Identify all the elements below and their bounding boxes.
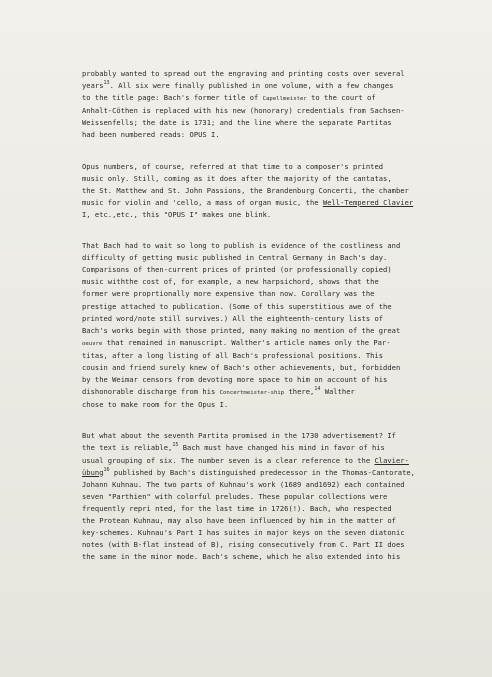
text-line — [82, 240, 442, 252]
text-line — [82, 325, 442, 337]
text-segment: printed word/note still survives.) All the eighteenth-century lists of — [82, 313, 384, 323]
text-segment: the St. Matthew and St. John Passions, the Brandenburg Concerti, the chamber — [82, 185, 409, 195]
text-line — [82, 479, 442, 491]
text-segment: the same in the minor mode. Bach's scheme, which he also extended into his — [82, 552, 401, 562]
text-segment: difficulty of getting music published in Central Germany in Bach's day. — [82, 253, 388, 263]
text-line — [82, 209, 442, 221]
footnote-marker: 14 — [314, 386, 321, 393]
text-line — [82, 442, 442, 454]
text-line — [82, 386, 442, 399]
document-body — [82, 68, 442, 582]
text-segment: music withthe cost of, for example, a new harpsichord, shows that the — [82, 277, 379, 287]
text-line — [82, 337, 442, 350]
text-line — [82, 467, 442, 479]
text-line — [82, 374, 442, 386]
text-line — [82, 68, 442, 80]
text-line — [82, 455, 442, 467]
text-segment: Comparisons of then-current prices of printed (or professionally copied) — [82, 265, 392, 275]
text-segment: titas, after a long listing of all Bach's professional positions. This — [82, 350, 384, 360]
text-line — [82, 105, 442, 117]
text-line — [82, 252, 442, 264]
text-segment: by the Weimar censors from devoting more space to him on account of his — [82, 375, 388, 385]
text-line — [82, 173, 442, 185]
text-line — [82, 276, 442, 288]
footnote-marker: 13 — [103, 80, 110, 87]
text-line — [82, 527, 442, 539]
text-segment: But what about the seventh Partita promised in the 1730 advertisement? If — [82, 431, 396, 441]
text-segment: probably wanted to spread out the engraving and printing costs over several — [82, 69, 405, 78]
text-segment: to the court of — [306, 93, 376, 103]
text-segment: . All six were finally published in one volume, with a few changes — [109, 81, 394, 91]
text-segment: dishonorable discharge from his — [82, 387, 220, 397]
text-segment: Concertmeister-ship — [219, 390, 285, 397]
text-line — [82, 117, 442, 129]
text-line — [82, 197, 442, 209]
text-segment: key-schemes. Kuhnau's Part I has suites in major keys on the seven diatonic — [82, 528, 405, 538]
text-line — [82, 399, 442, 411]
text-segment: cousin and friend surely knew of Bach's other achievements, but, forbidden — [82, 362, 401, 372]
paragraph — [82, 161, 442, 221]
text-line — [82, 491, 442, 503]
text-segment: former were proprtionally more expensive than now. Corollary was the — [82, 289, 375, 299]
footnote-marker: 15 — [172, 442, 179, 449]
footnote-marker: 16 — [103, 466, 110, 473]
text-segment: prestige attached to publication. (Some of this superstitious awe of the — [82, 301, 392, 311]
text-segment: Walther — [320, 387, 355, 397]
text-line — [82, 129, 442, 141]
underlined-title: übung — [82, 467, 104, 477]
text-segment: Johann Kuhnau. The two parts of Kuhnau's work (1689 and1692) each contained — [82, 479, 405, 489]
text-segment: usual grouping of six. The number seven is a clear reference to the — [82, 455, 375, 465]
paragraph — [82, 240, 442, 411]
text-line — [82, 185, 442, 197]
text-segment: I, etc.,etc., this "OPUS I" makes one blink. — [82, 209, 272, 219]
text-line — [82, 161, 442, 173]
text-segment: notes (with B-flat instead of B), rising consecutively from C. Part II does — [82, 540, 405, 550]
text-segment: frequently repri nted, for the last time in 1726(!). Bach, who respected — [82, 503, 392, 513]
text-line — [82, 80, 442, 92]
text-segment: Bach must have changed his mind in favor of his — [178, 443, 385, 453]
text-line — [82, 430, 442, 442]
text-segment: published by Bach's distinguished predecessor in the Thomas-Cantorate, — [109, 467, 415, 477]
text-segment: had been numbered reads: OPUS I. — [82, 130, 220, 140]
text-segment: the text is reliable, — [82, 443, 173, 453]
text-segment: chose to make room for the Opus I. — [82, 400, 229, 410]
text-line — [82, 264, 442, 276]
text-segment: years — [82, 81, 104, 91]
text-line — [82, 362, 442, 374]
text-segment: Bach's works begin with those printed, many making no mention of the great — [82, 325, 401, 335]
text-line — [82, 515, 442, 527]
paragraph — [82, 430, 442, 563]
text-segment: Opus numbers, of course, referred at that time to a composer's printed — [82, 161, 384, 171]
text-segment: Anhalt-Cöthen is replaced with his new (honorary) credentials from Sachsen- — [82, 106, 405, 116]
text-segment: seven "Parthien" with colorful preludes. These popular collections were — [82, 491, 388, 501]
text-line — [82, 313, 442, 325]
underlined-title: Well-Tempered Clavier — [322, 197, 414, 207]
text-line — [82, 551, 442, 563]
text-segment: music only. Still, coming as it does after the majority of the cantatas, — [82, 173, 392, 183]
text-segment: to the title page: Bach's former title of — [82, 93, 263, 103]
paragraph — [82, 68, 442, 142]
text-segment: there, — [284, 387, 315, 397]
text-line — [82, 288, 442, 300]
text-line — [82, 539, 442, 551]
text-line — [82, 301, 442, 313]
text-segment: oeuvre — [82, 340, 103, 347]
text-line — [82, 92, 442, 105]
underlined-title: Clavier- — [374, 455, 409, 465]
text-segment: the Protean Kuhnau, may also have been influenced by him in the matter of — [82, 516, 396, 525]
text-segment: that remained in manuscript. Walther's article names only the Par- — [102, 337, 391, 347]
text-segment: That Bach had to wait so long to publish is evidence of the costliness and — [82, 241, 401, 251]
text-segment: Capellmeister — [262, 96, 307, 103]
text-segment: music for violin and 'cello, a mass of organ music, the — [82, 197, 323, 207]
text-segment: Weissenfells; the date is 1731; and the line where the separate Partitas — [82, 118, 392, 128]
text-line — [82, 350, 442, 362]
text-line — [82, 503, 442, 515]
